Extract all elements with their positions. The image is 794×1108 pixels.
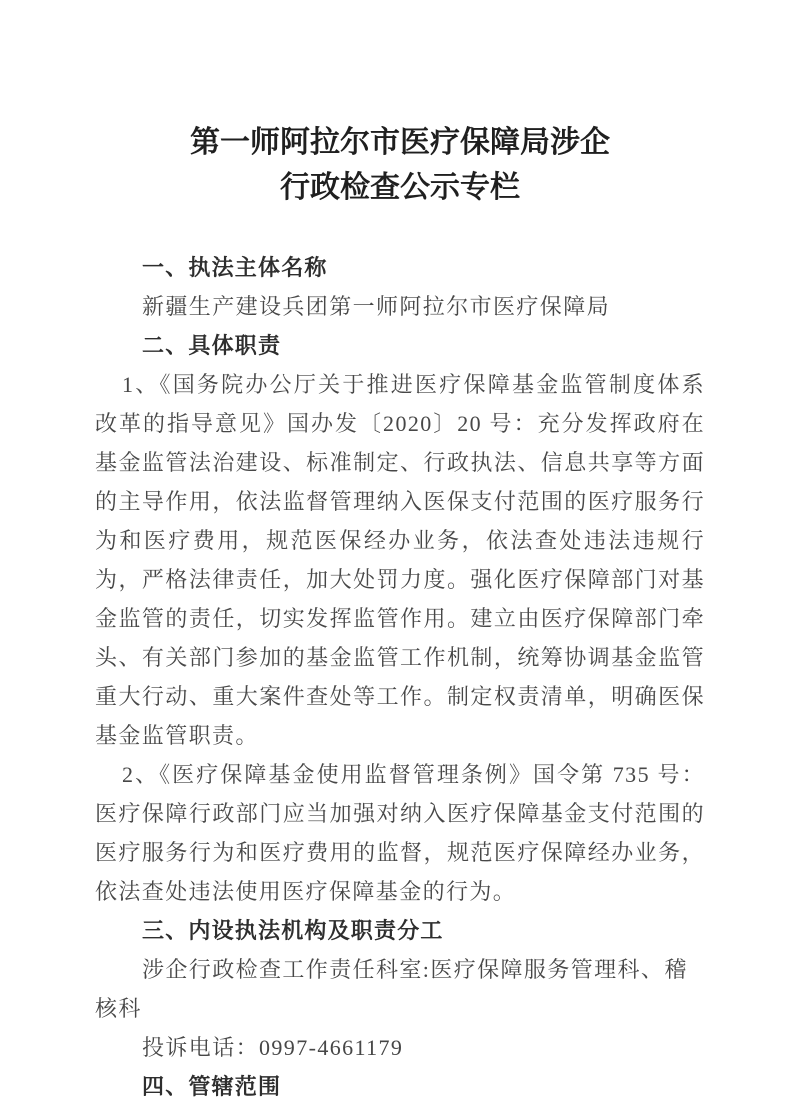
section-heading-jurisdiction: 四、管辖范围 (142, 1074, 282, 1099)
section-heading-internal-org: 三、内设执法机构及职责分工 (142, 918, 444, 943)
body-line-agency-name: 新疆生产建设兵团第一师阿拉尔市医疗保障局 (142, 294, 611, 319)
document-title-line2: 行政检查公示专栏 (280, 171, 520, 204)
document-body (95, 248, 705, 1106)
section-heading-enforcement-body: 一、执法主体名称 (142, 255, 328, 280)
body-line-complaint-phone: 投诉电话：0997-4661179 (142, 1035, 404, 1060)
paragraph-duty-2: 2、《医疗保障基金使用监督管理条例》国令第 735 号：医疗保障行政部门应当加强对纳入医疗保障基金支付范围的医疗服务行为和医疗费用的监督，规范医疗保障经办业务，依法查处违法使用医疗保障基金的行为。 (95, 762, 705, 904)
document-content (0, 120, 794, 1106)
document-title (95, 120, 705, 210)
document-title-line1: 第一师阿拉尔市医疗保障局涉企 (190, 126, 610, 159)
paragraph-duty-1: 1、《国务院办公厅关于推进医疗保障基金监管制度体系改革的指导意见》国办发〔2020〕20 号：充分发挥政府在基金监管法治建设、标准制定、行政执法、信息共享等方面的主导作用，依法监督管理纳入医保支付范围的医疗服务行为和医疗费用，规范医保经办业务，依法查处违法违规行为，严格法律责任，加大处罚力度。强化医疗保障部门对基金监管的责任，切实发挥监管作用。建立由医疗保障部门牵头、有关部门参加的基金监管工作机制，统筹协调基金监管重大行动、重大案件查处等工作。制定权责清单，明确医保基金监管职责。 (95, 372, 705, 748)
section-heading-duties: 二、具体职责 (142, 333, 282, 358)
body-line-responsible-office: 涉企行政检查工作责任科室:医疗保障服务管理科、稽核科 (95, 957, 688, 1021)
